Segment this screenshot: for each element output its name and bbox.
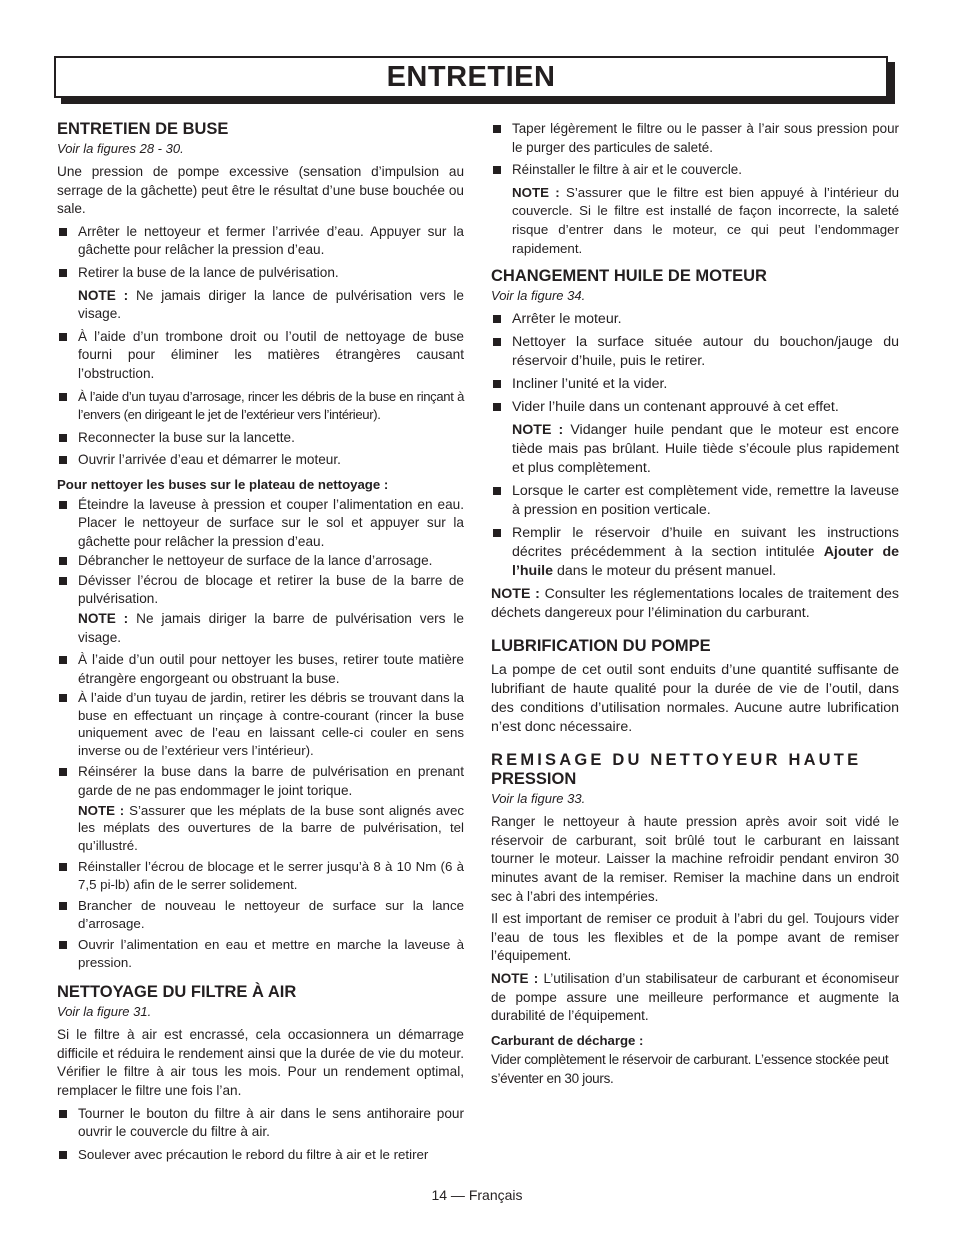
section-title-storage [491,751,899,789]
section-title-nozzle: ENTRETIEN DE BUSE [57,120,229,138]
bullet-list [57,651,464,800]
paragraph: Si le filtre à air est encrassé, cela occasionnera un démarrage difficile et réduira le rendement ainsi que la durée de vie du moteur. Vérifier le filtre à air tous les mois. Pour un rendement optimal, remplacer le filtre une fois l’an. [57,1027,464,1098]
list-item-text: Réinsérer la buse dans la barre de pulvérisation en prenant garde de ne pas endommager le joint torique. [78,764,464,799]
square-bullet-icon [59,1110,67,1118]
list-item-text: Nettoyer la surface située autour du bouchon/jauge du réservoir d’huile, puis le retirer. [512,334,899,370]
note [491,421,899,478]
paragraph-text: Vider complètement le réservoir de carburant. L’essence stockée peut s’éventer en 30 jours. [491,1052,889,1086]
paragraph: Une pression de pompe excessive (sensation d’impulsion au serrage de la gâchette) peut être le résultat d’une buse bouchée ou sale. [57,164,464,217]
note-label: NOTE : [491,586,540,603]
note-label: NOTE : [491,970,539,986]
square-bullet-icon [493,125,501,133]
note-label: NOTE : [78,802,125,818]
list-item-text: dans le moteur du présent manuel. [553,563,777,580]
list-item [57,496,464,552]
note-text: Vidanger huile pendant que le moteur est encore tiède mais pas brûlant. Huile tiède s’écoule plus rapidement et plus complètement. [512,422,899,477]
bullet-list [491,482,899,581]
note [57,610,464,647]
square-bullet-icon [59,656,67,664]
square-bullet-icon [59,902,67,910]
list-item [57,936,464,971]
left-column [57,120,464,1168]
square-bullet-icon [59,456,67,464]
list-item-text: Soulever avec précaution le rebord du filtre à air et le retirer [78,1146,429,1162]
list-item [57,897,464,932]
list-item-text: Réinstaller le filtre à air et le couvercle. [512,162,742,178]
list-item [491,398,899,417]
square-bullet-icon [59,577,67,585]
list-item [491,161,899,180]
section-title-pump-lubrication: LUBRIFICATION DU POMPE [491,637,711,656]
list-item-text: À l’aide d’un tuyau d’arrosage, rincer les débris de la buse en rinçant à l’envers (en dirigeant le jet de l’extérieur vers l’intérieur). [78,388,464,423]
list-item [57,858,464,893]
square-bullet-icon [493,487,501,495]
list-item-text: Débrancher le nettoyeur de surface de la lance d’arrosage. [78,553,433,569]
square-bullet-icon [59,501,67,509]
figure-reference: Voir la figure 31. [57,1004,152,1020]
list-item-text: Lorsque le carter est complètement vide, remettre la laveuse à pression en position verticale. [512,483,899,519]
note-label: NOTE : [78,287,129,303]
square-bullet-icon [59,393,67,401]
bullet-list [57,328,464,470]
list-item [57,429,464,448]
bold-reference: Ajouter de l’huile [512,544,899,580]
square-bullet-icon [493,315,501,323]
bullet-list [57,1105,464,1165]
list-item-text: Reconnecter la buse sur la lancette. [78,429,295,445]
section-title-line: REMISAGE DU NETTOYEUR HAUTE [491,751,862,770]
list-item [57,223,464,260]
list-item-text: Retirer la buse de la lance de pulvérisation. [78,264,339,280]
list-item [57,328,464,384]
square-bullet-icon [493,338,501,346]
paragraph: Il est important de remiser ce produit à l’abri du gel. Toujours vider l’eau de tous les flexibles et de la pompe avant de remiser l’équipement. [491,911,899,964]
list-item-text: Réinstaller l’écrou de blocage et le serrer jusqu’à 8 à 10 Nm (6 à 7,5 pi-lb) afin de le serrer solidement. [78,859,464,892]
figure-reference: Voir la figure 34. [491,288,586,304]
section-title-oil-change: CHANGEMENT HUILE DE MOTEUR [491,267,767,286]
list-item-text: Dévisser l’écrou de blocage et retirer la buse de la barre de pulvérisation. [78,572,464,607]
note-text: S’assurer que les méplats de la buse sont alignés avec les méplats des ouvertures de la barre de pulvérisation, tel qu’illustré. [78,802,464,853]
bullet-list [491,310,899,417]
square-bullet-icon [493,403,501,411]
right-column [491,120,899,1092]
list-item [491,310,899,329]
note [491,184,899,258]
note [491,970,899,1026]
paragraph [491,1051,899,1088]
list-item-text: Vider l’huile dans un contenant approuvé à cet effet. [512,399,839,416]
note [491,585,899,623]
list-item [491,482,899,520]
list-item-text: Ouvrir l’alimentation en eau et mettre en marche la laveuse à pression. [78,937,464,970]
paragraph: Ranger le nettoyeur à haute pression après avoir soit vidé le réservoir de carburant, soit brûlé tout le carburant en laissant tourner le moteur. Laisser la machine refroidir pendant environ 30 minutes avant de la remiser. Remiser la machine dans un endroit sec à l’abri des intempéries. [491,814,899,904]
note-text: Ne jamais diriger la lance de pulvérisation vers le visage. [78,287,464,322]
list-item [491,524,899,581]
title-banner [54,56,888,98]
list-item [57,1105,464,1142]
square-bullet-icon [59,694,67,702]
note [57,802,464,855]
list-item-text: Brancher de nouveau le nettoyeur de surface sur la lance d’arrosage. [78,898,464,931]
bullet-list [57,223,464,283]
subheading: Pour nettoyer les buses sur le plateau de nettoyage : [57,476,389,492]
note-label: NOTE : [512,184,560,200]
square-bullet-icon [59,333,67,341]
square-bullet-icon [493,529,501,537]
square-bullet-icon [59,228,67,236]
list-item [57,388,464,425]
list-item-text: Tourner le bouton du filtre à air dans le sens antihoraire pour ouvrir le couvercle du filtre à air. [78,1105,464,1140]
section-title-line: PRESSION [491,770,577,789]
list-item [57,763,464,800]
square-bullet-icon [493,380,501,388]
figure-reference: Voir la figure 33. [491,791,586,807]
square-bullet-icon [59,863,67,871]
square-bullet-icon [59,434,67,442]
bullet-list [491,120,899,180]
paragraph: La pompe de cet outil sont enduits d’une quantité suffisante de lubrifiant de haute qualité pour la durée de vie de l’outil, dans des conditions d’utilisation normales. Aucune autre lubrification n’est donc nécessaire. [491,662,899,736]
list-item-text: Incliner l’unité et la vider. [512,376,668,393]
note-text: Consulter les réglementations locales de traitement des déchets dangereux pour l’élimination du carburant. [491,586,899,622]
figure-reference: Voir la figures 28 - 30. [57,141,184,156]
bullet-list [57,858,464,971]
bullet-list [57,496,464,610]
list-item [57,264,464,283]
square-bullet-icon [59,1151,67,1159]
list-item [491,120,899,157]
note-text: L’utilisation d’un stabilisateur de carburant et économiseur de pompe assure une meilleure performance et augmente la durabilité de l’équipement. [491,970,900,1024]
list-item [57,572,464,609]
list-item-text: À l’aide d’un tuyau de jardin, retirer les débris se trouvant dans la buse en effectuant un rinçage à contre-courant (rincer la buse uniquement avec de l’eau en laissant celle-ci couler en sens inverse ou de l’extérieur vers l’intérieur). [78,690,464,758]
list-item-text: Éteindre la laveuse à pression et couper l’alimentation en eau. Placer le nettoyeur de surface sur le sol et appuyer sur la gâchette pour relâcher la pression d’eau. [78,496,464,549]
subheading: Carburant de décharge : [491,1032,644,1048]
list-item-text: À l’aide d’un outil pour nettoyer les buses, retirer toute matière étrangère engorgeant ou obstruant la buse. [78,652,464,686]
square-bullet-icon [493,166,501,174]
square-bullet-icon [59,768,67,776]
list-item-text: Arrêter le nettoyeur et fermer l’arrivée d’eau. Appuyer sur la gâchette pour relâcher la pression d’eau. [78,223,464,258]
note [57,287,464,324]
square-bullet-icon [59,269,67,277]
list-item-text: Remplir le réservoir d’huile en suivant les instructions décrites précédemment à la section intitulée [512,525,899,561]
list-item [491,375,899,394]
list-item [57,1146,464,1165]
square-bullet-icon [59,941,67,949]
page-title: ENTRETIEN [386,60,556,93]
note-text: Ne jamais diriger la barre de pulvérisation vers le visage. [78,611,464,645]
list-item-text: Arrêter le moteur. [512,311,622,328]
list-item [57,651,464,688]
list-item-text: Ouvrir l’arrivée d’eau et démarrer le moteur. [78,452,341,468]
list-item [491,333,899,371]
section-title-air-filter: NETTOYAGE DU FILTRE À AIR [57,983,297,1002]
list-item [57,451,464,470]
page-number: 14 — Français [431,1187,523,1203]
note-label: NOTE : [78,611,129,627]
note-label: NOTE : [512,422,564,439]
square-bullet-icon [59,557,67,565]
list-item-text: À l’aide d’un trombone droit ou l’outil de nettoyage de buse fourni pour éliminer les matières étrangères causant l’obstruction. [78,328,464,381]
note-text: S’assurer que le filtre est bien appuyé à l’intérieur du couvercle. Si le filtre est installé de façon incorrecte, la saleté risque d’entrer dans le moteur, ce qui peut l’endommager rapidement. [512,184,899,256]
list-item [57,689,464,759]
list-item-text: Taper légèrement le filtre ou le passer à l’air sous pression pour le purger des particules de saleté. [512,121,899,155]
list-item [57,552,464,571]
